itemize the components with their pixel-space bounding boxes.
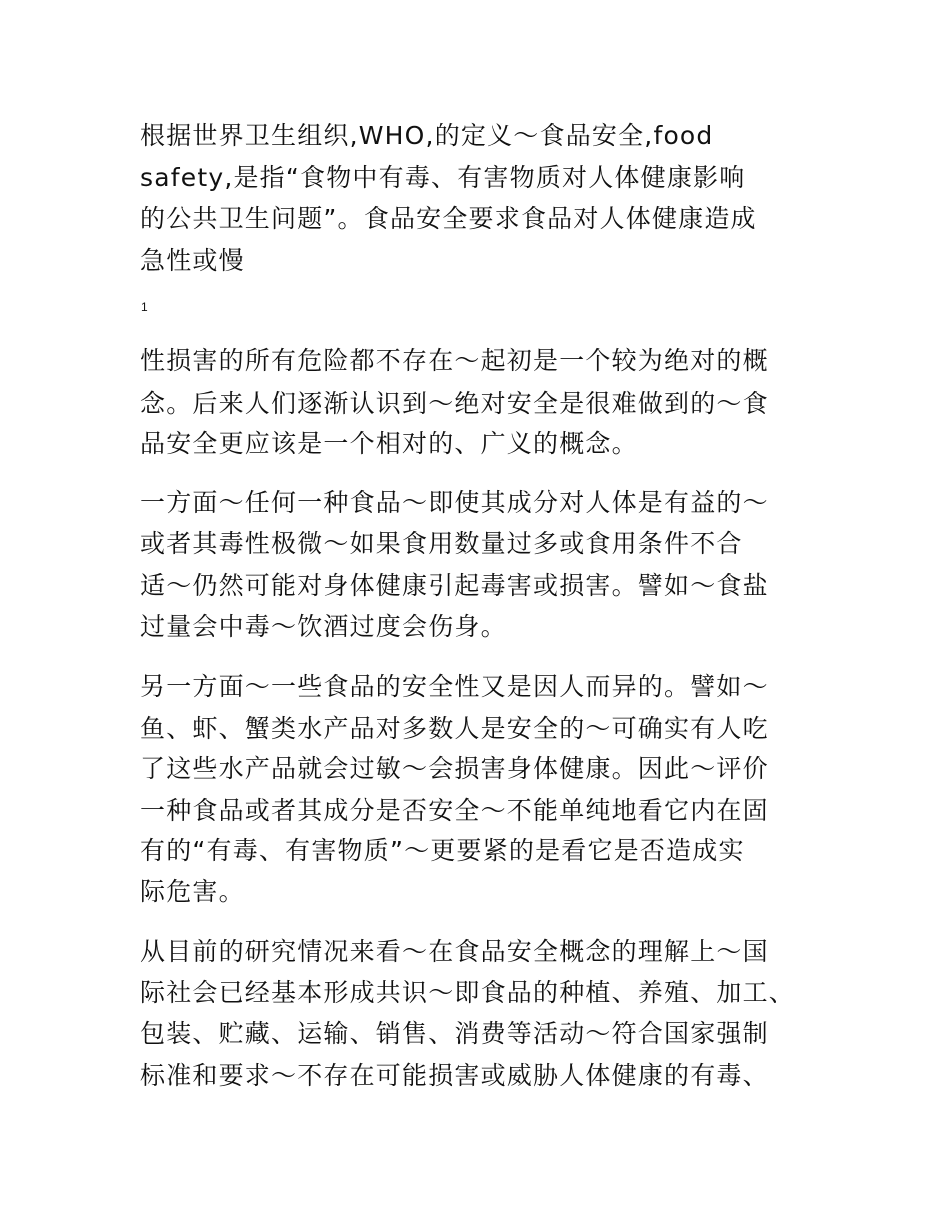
text-line: 从目前的研究情况来看～在食品安全概念的理解上～国: [140, 937, 769, 966]
text-line: 急性或慢: [140, 246, 245, 275]
text-line: 或者其毒性极微～如果食用数量过多或食用条件不合: [140, 529, 743, 558]
text-line: 根据世界卫生组织,WHO,的定义～食品安全,food: [140, 121, 714, 150]
text-line: 有的“有毒、有害物质”～更要紧的是看它是否造成实: [140, 836, 745, 865]
text-line: 一种食品或者其成分是否安全～不能单纯地看它内在固: [140, 796, 769, 825]
text-line: 一方面～任何一种食品～即使其成分对人体是有益的～: [140, 488, 769, 517]
text-line: 标准和要求～不存在可能损害或威胁人体健康的有毒、: [140, 1061, 769, 1090]
text-line: 念。后来人们逐渐认识到～绝对安全是很难做到的～食: [140, 389, 769, 418]
text-line: 过量会中毒～饮酒过度会伤身。: [140, 612, 507, 641]
text-line: 包装、贮藏、运输、销售、消费等活动～符合国家强制: [140, 1019, 769, 1048]
text-line: 的公共卫生问题”。食品安全要求食品对人体健康造成: [140, 204, 757, 233]
page-number: 1: [141, 300, 148, 314]
text-line: 际危害。: [140, 877, 245, 906]
text-line: 鱼、虾、蟹类水产品对多数人是安全的～可确实有人吃: [140, 714, 769, 743]
text-line: 际社会已经基本形成共识～即食品的种植、养殖、加工、: [140, 978, 796, 1007]
text-line: 性损害的所有危险都不存在～起初是一个较为绝对的概: [140, 346, 769, 375]
text-line: safety,是指“食物中有毒、有害物质对人体健康影响: [140, 163, 746, 192]
text-line: 品安全更应该是一个相对的、广义的概念。: [140, 429, 638, 458]
text-line: 适～仍然可能对身体健康引起毒害或损害。譬如～食盐: [140, 571, 769, 600]
text-line: 另一方面～一些食品的安全性又是因人而异的。譬如～: [140, 672, 769, 701]
text-line: 了这些水产品就会过敏～会损害身体健康。因此～评价: [140, 754, 769, 783]
